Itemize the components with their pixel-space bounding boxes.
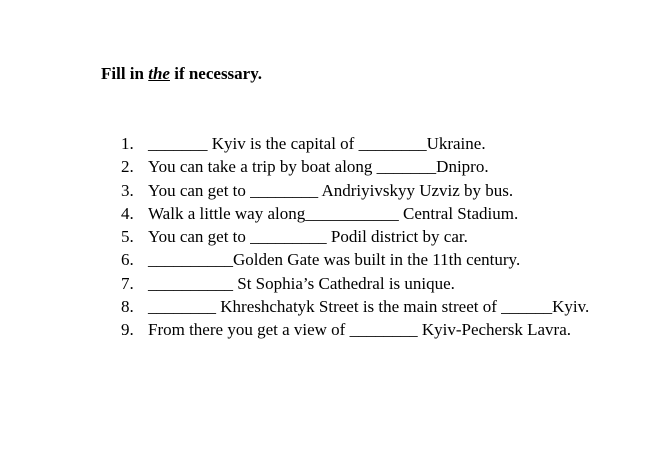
item-number: 3. [121, 180, 134, 200]
item-text: ________ Khreshchatyk Street is the main street of ______Kyiv. [148, 297, 590, 317]
exercise-item-6 [121, 248, 589, 271]
exercise-list [121, 132, 589, 342]
exercise-item-8 [121, 295, 589, 318]
exercise-item-1 [121, 132, 589, 155]
item-number: 5. [121, 227, 134, 247]
exercise-heading [101, 64, 262, 84]
item-text: You can take a trip by boat along _______Dnipro. [148, 157, 489, 177]
item-text: __________Golden Gate was built in the 11th century. [148, 250, 521, 270]
item-number: 6. [121, 250, 134, 270]
heading-keyword: the [148, 64, 170, 83]
item-text: __________ St Sophia’s Cathedral is unique. [148, 273, 455, 293]
item-number: 9. [121, 320, 134, 340]
exercise-item-5 [121, 225, 589, 248]
exercise-item-3 [121, 179, 589, 202]
item-text: Walk a little way along___________ Central Stadium. [148, 203, 519, 223]
heading-suffix: if necessary. [169, 64, 263, 83]
item-number: 1. [121, 134, 134, 153]
exercise-item-7 [121, 272, 589, 295]
item-number: 4. [121, 203, 134, 223]
exercise-item-2 [121, 155, 589, 178]
item-number: 2. [121, 157, 134, 177]
exercise-item-9 [121, 318, 589, 341]
item-text: You can get to ________ Andriyivskyy Uzviz by bus. [148, 180, 514, 200]
item-text: _______ Kyiv is the capital of ________Ukraine. [148, 134, 486, 153]
item-text: From there you get a view of ________ Kyiv-Pechersk Lavra. [148, 320, 571, 340]
item-number: 7. [121, 273, 134, 293]
item-text: You can get to _________ Podil district by car. [148, 227, 468, 247]
heading-prefix: Fill in [101, 64, 149, 83]
item-number: 8. [121, 297, 134, 317]
exercise-item-4 [121, 202, 589, 225]
